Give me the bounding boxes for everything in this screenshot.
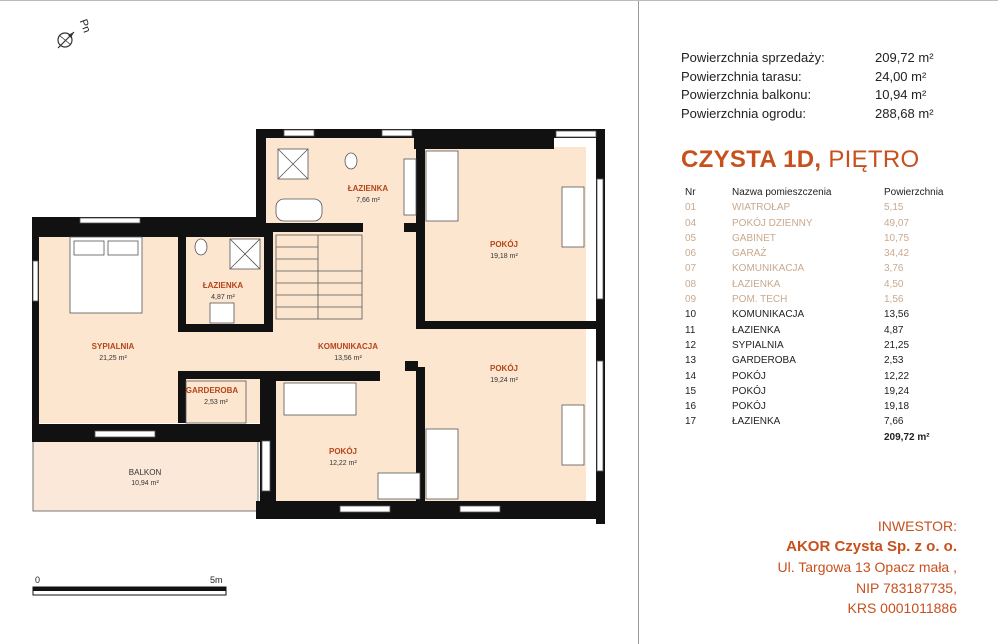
room-area: 19,24 [884, 385, 910, 397]
room-nr: 11 [685, 324, 696, 336]
header-name: Nazwa pomieszczenia [732, 187, 832, 198]
room-nr: 09 [685, 294, 697, 306]
room-name: SYPIALNIA [732, 339, 784, 351]
room-area: 3,76 [884, 263, 904, 275]
summary-label: Powierzchnia sprzedaży: [681, 50, 825, 65]
room-name: POKÓJ DZIENNY [732, 217, 813, 229]
table-row [685, 246, 954, 261]
table-total: 209,72 m² [884, 431, 930, 443]
room-area: 2,53 [884, 355, 904, 367]
room-area: 12,22 [884, 370, 910, 382]
room-area: 34,42 [884, 248, 910, 260]
summary-value: 10,94 m² [875, 87, 927, 102]
room-nr: 14 [685, 370, 697, 382]
header-nr: Nr [685, 187, 696, 198]
room-name: GABINET [732, 232, 776, 244]
room-nr: 08 [685, 278, 697, 290]
investor-company: AKOR Czysta Sp. z o. o. [786, 537, 957, 555]
room-name: GARDEROBA [732, 355, 796, 367]
room-name: POKÓJ [732, 370, 766, 382]
room-area-pokoj-bottom: 12,22 m² [329, 460, 357, 467]
summary-value: 209,72 m² [875, 50, 934, 65]
room-name-komunikacja: KOMUNIKACJA [318, 342, 378, 351]
area-summary [681, 49, 945, 123]
room-area: 19,18 [884, 401, 910, 413]
room-nr: 01 [685, 202, 697, 214]
room-name-sypialnia: SYPIALNIA [91, 342, 135, 351]
room-name: KOMUNIKACJA [732, 309, 805, 321]
room-area: 4,87 [884, 324, 904, 336]
room-name-lazienka-top: ŁAZIENKA [347, 184, 389, 193]
title-sub: PIĘTRO [828, 146, 920, 173]
summary-row [681, 105, 945, 124]
room-nr: 15 [685, 385, 697, 397]
room-nr: 13 [685, 355, 697, 367]
table-row [685, 200, 954, 215]
investor-address: Ul. Targowa 13 Opacz mała , [777, 559, 957, 575]
compass-label: Pn [76, 17, 93, 35]
table-row [685, 338, 954, 353]
room-name-garderoba: GARDEROBA [185, 386, 239, 395]
summary-row [681, 49, 945, 68]
room-area: 5,15 [884, 202, 904, 214]
table-row [685, 216, 954, 231]
room-name-pokoj-top-right: POKÓJ [489, 240, 519, 249]
table-row [685, 292, 954, 307]
room-nr: 16 [685, 401, 697, 413]
room-name: GARAŻ [732, 248, 767, 260]
room-area: 1,56 [884, 294, 904, 306]
table-row [685, 261, 954, 276]
room-table [685, 185, 954, 445]
table-body [685, 200, 954, 429]
room-name: POKÓJ [732, 401, 766, 413]
room-area: 13,56 [884, 309, 910, 321]
room-name: POM. TECH [732, 294, 788, 306]
table-row [685, 277, 954, 292]
table-row [685, 231, 954, 246]
investor-block [778, 516, 958, 619]
table-row [685, 353, 954, 368]
room-area-pokoj-top-right: 19,18 m² [490, 253, 518, 260]
room-name: ŁAZIENKA [732, 278, 781, 290]
summary-value: 288,68 m² [875, 105, 934, 121]
room-nr: 07 [685, 263, 697, 275]
room-area: 10,75 [884, 232, 910, 244]
room-name-lazienka-mid: ŁAZIENKA [202, 281, 244, 290]
room-name-pokoj-bottom: POKÓJ [328, 447, 358, 456]
summary-label: Powierzchnia balkonu: [681, 87, 812, 102]
room-name: ŁAZIENKA [732, 324, 781, 336]
room-area: 21,25 [884, 339, 910, 351]
room-area: 49,07 [884, 217, 910, 229]
investor-krs: KRS 0001011886 [847, 600, 957, 616]
investor-nip: NIP 783187735, [856, 579, 957, 596]
room-area-komunikacja: 13,56 m² [334, 355, 362, 362]
summary-label: Powierzchnia tarasu: [681, 68, 802, 84]
room-name: ŁAZIENKA [732, 416, 781, 428]
page-title [681, 146, 919, 174]
room-name-pokoj-right: POKÓJ [489, 364, 519, 373]
title-main: CZYSTA 1D, [681, 146, 822, 173]
room-area: 4,50 [884, 278, 904, 290]
table-row [685, 384, 954, 399]
room-name: KOMUNIKACJA [732, 263, 805, 275]
room-area-sypialnia: 21,25 m² [99, 355, 127, 362]
scale-start-label: 0 [35, 575, 41, 585]
scale-end-label: 5m [210, 575, 223, 585]
table-row [685, 323, 954, 338]
room-name-balkon: BALKON [128, 468, 162, 477]
room-area-pokoj-right: 19,24 m² [490, 377, 518, 384]
room-nr: 05 [685, 232, 697, 244]
scale-bar [33, 587, 226, 595]
summary-value: 24,00 m² [875, 68, 927, 84]
room-area-lazienka-mid: 4,87 m² [211, 294, 235, 301]
room-nr: 12 [685, 339, 697, 351]
room-name: WIATROŁAP [732, 202, 791, 214]
panel-divider [638, 1, 639, 644]
header-area: Powierzchnia [884, 187, 944, 198]
room-name: POKÓJ [732, 385, 766, 397]
table-row [685, 307, 954, 322]
room-nr: 06 [685, 248, 697, 260]
investor-heading: INWESTOR: [877, 518, 957, 534]
room-area-balkon: 10,94 m² [131, 480, 159, 487]
room-area-garderoba: 2,53 m² [204, 399, 228, 406]
summary-row [681, 68, 945, 87]
summary-label: Powierzchnia ogrodu: [681, 105, 807, 121]
table-row [685, 399, 954, 414]
room-area: 7,66 [884, 416, 904, 428]
table-row [685, 414, 954, 429]
room-nr: 04 [685, 217, 697, 229]
room-area-lazienka-top: 7,66 m² [356, 197, 380, 204]
floor-plan [0, 1, 638, 644]
room-nr: 17 [685, 416, 697, 428]
room-nr: 10 [685, 309, 697, 321]
table-row [685, 369, 954, 384]
table-header [685, 185, 954, 200]
summary-row [681, 86, 945, 105]
